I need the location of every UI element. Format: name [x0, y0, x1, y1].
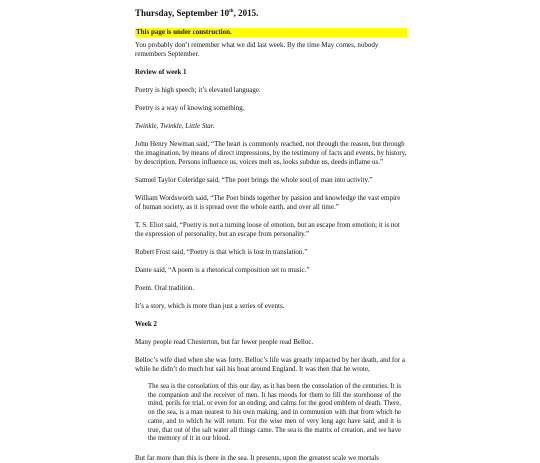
week1-frost-quote: Robert Frost said, “Poetry is that which is lost in translation.” [135, 248, 308, 256]
week1-newman-quote: John Henry Newman said, “The heart is commonly reached, not through the reason, but through the imagination, by means of direct impressions, by the testimony of facts and events, by history, by description. Persons influence us, voices melt us, looks subdue us, deeds inflame us.” [135, 140, 407, 166]
page-title [135, 8, 407, 19]
week1-paragraph: Poetry is a way of knowing something. [135, 104, 245, 112]
week1-eliot-quote: T. S. Eliot said, “Poetry is not a turning loose of emotion, but an escape from emotion; it is not the expression of personality, but an escape from personality.” [135, 221, 400, 238]
week1-paragraph: Poetry is high speech; it’s elevated language. [135, 86, 261, 94]
title-ordinal-suffix: th [229, 9, 234, 14]
week1-italic-title: Twinkle, Twinkle, Little Star. [135, 122, 215, 130]
week1-wordsworth-quote: William Wordsworth said, “The Poet binds together by passion and knowledge the vast empire of human society, as it is spread over the whole earth, and over all time.” [135, 194, 401, 211]
week2-paragraph: But far more than this is there in the sea. It presents, upon the greatest scale we mortals [135, 453, 379, 462]
week1-paragraph: It’s a story, which is more than just a series of events. [135, 302, 285, 310]
week2-paragraph: Many people read Chesterton, but far fewer people read Belloc. [135, 338, 314, 346]
intro-paragraph: You probably don’t remember what we did last week. By the time May comes, nobody remembers September. [135, 41, 379, 58]
title-date: Thursday, September 10 [135, 8, 230, 18]
under-construction-banner: This page is under construction. [135, 28, 407, 37]
week1-dante-quote: Dante said, “A poem is a rhetorical composition set to music.” [135, 266, 310, 274]
week1-paragraph: Poem. Oral tradition. [135, 284, 195, 292]
document-page [135, 0, 407, 463]
week2-paragraph: Belloc’s wife died when she was forty. Belloc’s life was greatly impacted by her death, and for a while he didn’t do much but sail his boat around England. It was then that he wrote, [135, 356, 405, 373]
title-year: , 2015. [233, 8, 259, 18]
week1-coleridge-quote: Samuel Taylor Coleridge said, “The poet brings the whole soul of man into activity.” [135, 176, 373, 184]
week2-heading: Week 2 [135, 320, 157, 328]
belloc-block-quote: The sea is the consolation of this our day, as it has been the consolation of the centuries. It is the companion and the receiver of men. It has moods for them to fill the storehouse of the mind, perils for trial, or even for an ending, and calms for the good emblem of death. There, on the sea, is a man nearest to his own making, and in communion with that from which he came, and to which he will return. For the wise men of very long ago have said, and it is true, that out of the salt water all things came. The sea is the matrix of creation, and we have the memory of it in our blood. [148, 383, 401, 443]
week1-heading: Review of week 1 [135, 68, 187, 76]
